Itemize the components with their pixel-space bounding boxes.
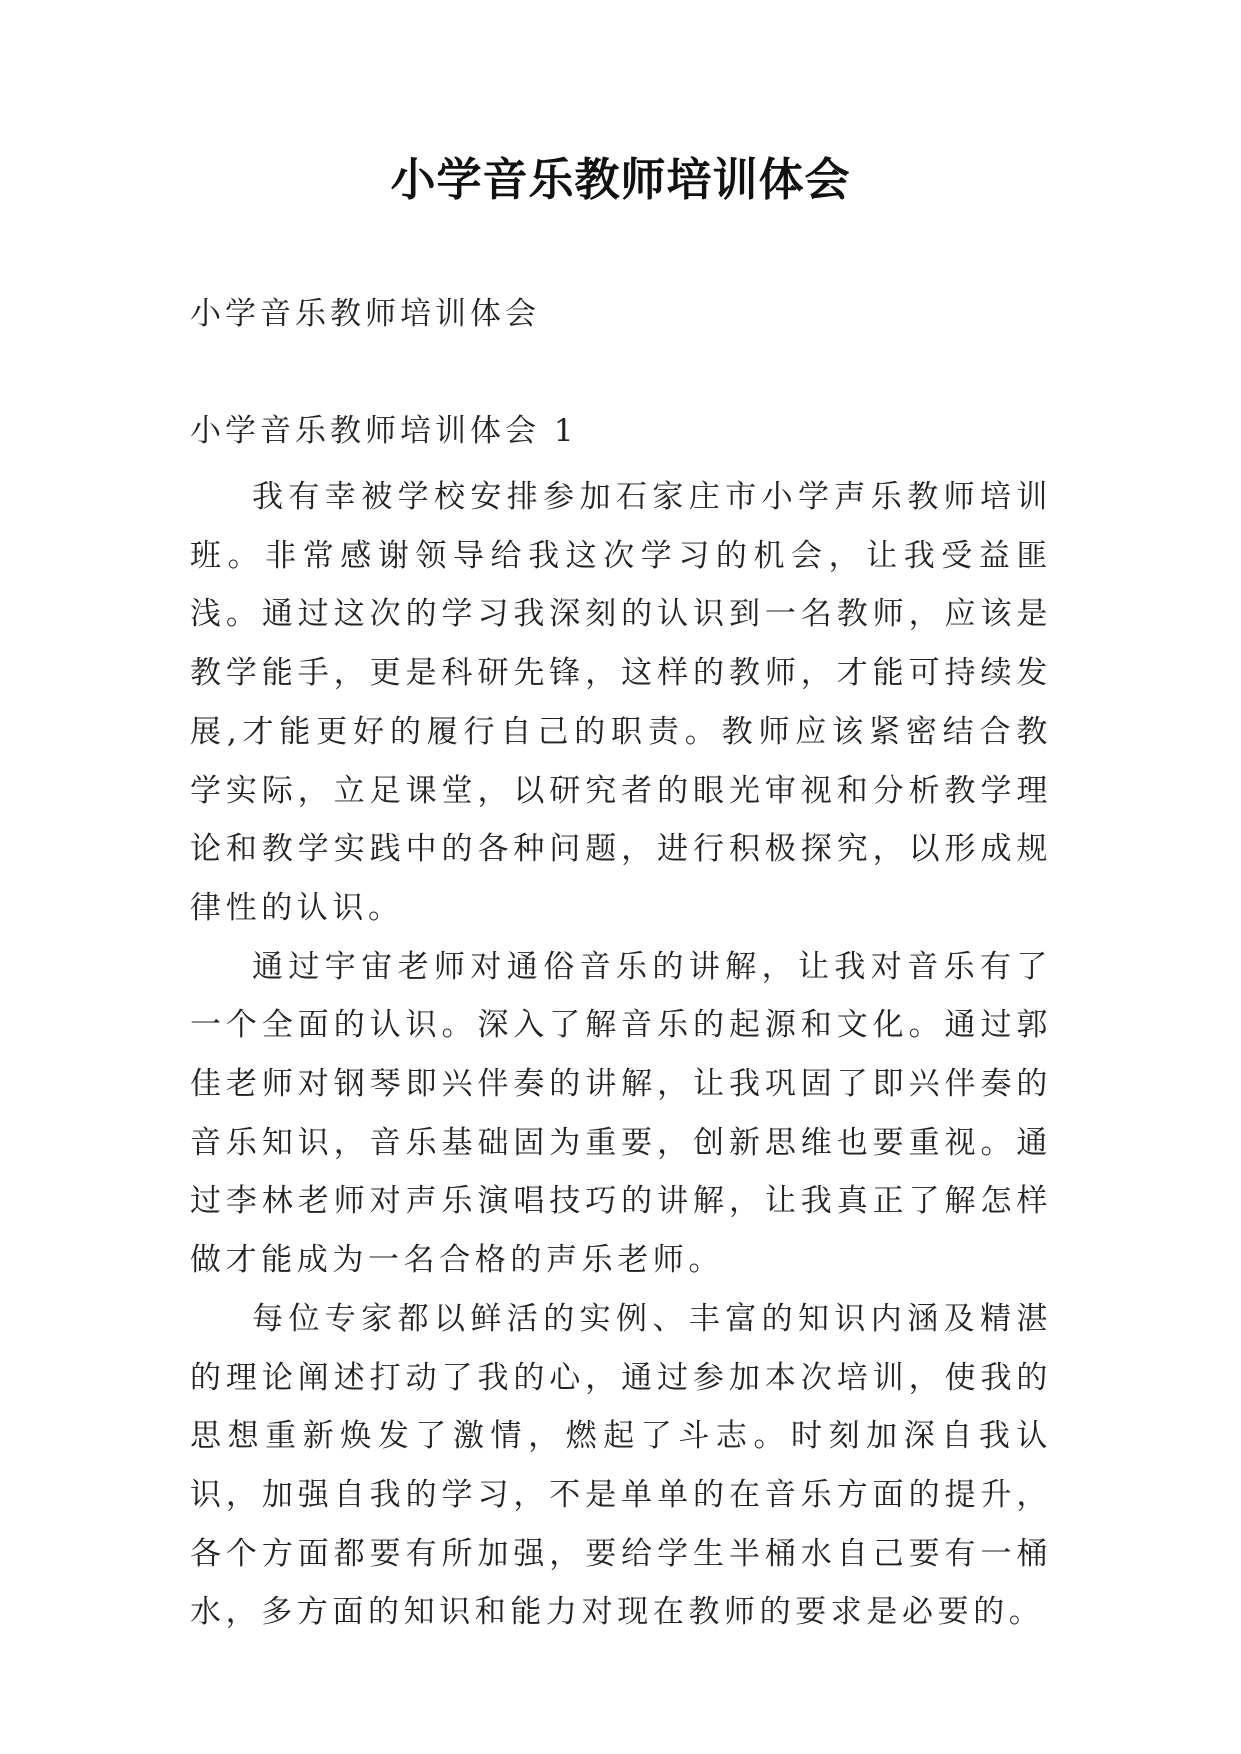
paragraph-2: 通过宇宙老师对通俗音乐的讲解，让我对音乐有了一个全面的认识。深入了解音乐的起源和文化。通过郭佳老师对钢琴即兴伴奏的讲解，让我巩固了即兴伴奏的音乐知识，音乐基础固为重要，创新思维也要重视。通过李林老师对声乐演唱技巧的讲解，让我真正了解怎样做才能成为一名合格的声乐老师。 xyxy=(190,948,1052,1279)
document-title: 小学音乐教师培训体会 xyxy=(390,153,851,206)
paragraph-1: 我有幸被学校安排参加石家庄市小学声乐教师培训班。非常感谢领导给我这次学习的机会，让我受益匪浅。通过这次的学习我深刻的认识到一名教师，应该是教学能手，更是科研先锋，这样的教师，才能可持续发展,才能更好的履行自己的职责。教师应该紧密结合教学实际，立足课堂，以研究者的眼光审视和分析教学理论和教学实践中的各种问题，进行积极探究，以形成规律性的认识。 xyxy=(190,479,1052,926)
section-heading: 小学音乐教师培训体会 1 xyxy=(190,413,578,449)
document-subtitle: 小学音乐教师培训体会 xyxy=(190,296,540,332)
document-body xyxy=(190,468,1052,1642)
paragraph-3: 每位专家都以鲜活的实例、丰富的知识内涵及精湛的理论阐述打动了我的心，通过参加本次培训，使我的思想重新焕发了激情，燃起了斗志。时刻加深自我认识，加强自我的学习，不是单单的在音乐方面的提升，各个方面都要有所加强，要给学生半桶水自己要有一桶水，多方面的知识和能力对现在教师的要求是必要的。 xyxy=(190,1300,1052,1631)
